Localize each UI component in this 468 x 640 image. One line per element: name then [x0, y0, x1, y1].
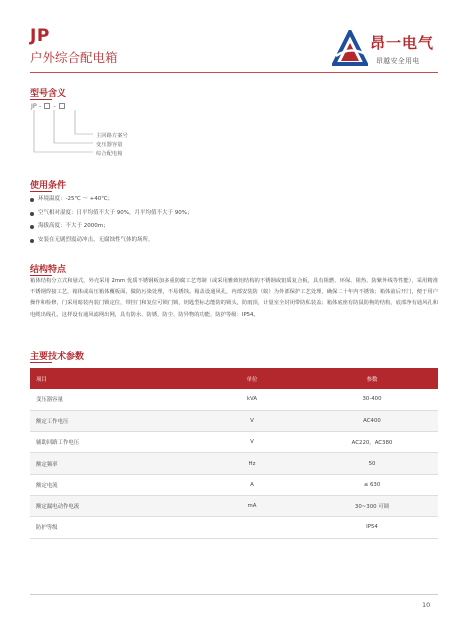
table-row — [30, 495, 438, 516]
table-cell: 额定电流 — [30, 474, 198, 495]
table-cell: 防护等级 — [30, 517, 198, 538]
list-item: 安装在无剧烈震动冲击、无腐蚀性气体的场所。 — [30, 234, 192, 248]
section-title-model: 型号含义 — [30, 89, 67, 99]
table-cell: 50 — [306, 453, 438, 474]
structure-paragraph: 箱体结构分立式和悬式，外壳采用 2mm 优质不锈钢板加多重防腐工艺弯制（或采用雅致铝结构的不锈钢或铝质复合板，具有阻燃、环保、阻热、防紫外线等性能），采用精准不锈钢焊接工艺，箱体或高压箱体覆板面，做防污染处理，不易锈蚀。箱盖设通风孔，内部安装防（蚁）为外部保护工艺处理，确保二十年内不锈蚀；箱体前后开门，便于用户操作和检修，门采用暗装内装门锁定位，带挂门和复位可锁门锁，钥匙型标志能防的锁头，防雨顶，计量室全封闭带防私装盖；箱体底座有防鼠防狗的结构，底部净有通风孔和电缆出线孔，这样设有通风滤网出网，具有防水、防锈、防尘、防异物的功能，防护等级：IP54。 — [30, 278, 438, 318]
column-header: 参数 — [306, 368, 438, 389]
table-row — [30, 453, 438, 474]
table-row — [30, 389, 438, 410]
table-cell: 辅助回路工作电压 — [30, 432, 198, 453]
page-number: 10 — [422, 601, 431, 609]
table-cell: ≤ 630 — [306, 474, 438, 495]
model-code-sep: - — [53, 102, 56, 110]
logo-name: 昂一电气 — [370, 34, 435, 52]
model-label-scheme: 主回路方案号 — [96, 133, 128, 139]
model-code-prefix: JP — [31, 102, 37, 110]
table-cell: A — [198, 474, 306, 495]
table-cell: 变压器容量 — [30, 389, 198, 410]
table-cell — [198, 517, 306, 538]
table-cell: Hz — [198, 453, 306, 474]
table-cell: AC400 — [306, 410, 438, 431]
model-leader-lines — [0, 0, 468, 160]
table-cell: 30~300 可调 — [306, 495, 438, 516]
table-cell: V — [198, 432, 306, 453]
page-title: JP — [30, 26, 50, 46]
section-title-structure: 结构特点 — [30, 265, 67, 275]
table-cell: IP54 — [306, 517, 438, 538]
table-header-row — [30, 368, 438, 389]
model-label-box: 综合配电箱 — [96, 151, 123, 157]
model-code-sep: - — [38, 102, 42, 110]
conditions-list — [30, 193, 192, 247]
column-header: 单位 — [198, 368, 306, 389]
table-cell: mA — [198, 495, 306, 516]
column-header: 项目 — [30, 368, 198, 389]
table-row — [30, 410, 438, 431]
params-table — [30, 368, 438, 539]
table-cell: 30-400 — [306, 389, 438, 410]
table-row — [30, 474, 438, 495]
footer-divider — [30, 594, 438, 595]
section-underline — [30, 362, 52, 363]
page-subtitle: 户外综合配电箱 — [30, 50, 118, 65]
table-cell: V — [198, 410, 306, 431]
table-cell: 额定工作电压 — [30, 410, 198, 431]
section-title-params: 主要技术参数 — [30, 352, 85, 362]
table-row — [30, 517, 438, 538]
logo-tagline: 昂越安全用电 — [376, 57, 420, 65]
table-row — [30, 432, 438, 453]
table-cell: AC220，AC380 — [306, 432, 438, 453]
table-cell: 额定漏电动作电流 — [30, 495, 198, 516]
list-item: 海拔高度：不大于 2000m； — [30, 220, 192, 234]
list-item: 环境温度：-25℃ ～ +40℃； — [30, 193, 192, 207]
section-title-conditions: 使用条件 — [30, 181, 67, 191]
list-item: 空气相对湿度：日平均值不大于 90%，月平均值不大于 90%； — [30, 207, 192, 221]
model-label-capacity: 变压器容量 — [96, 142, 123, 148]
table-cell: 额定频率 — [30, 453, 198, 474]
table-cell: kVA — [198, 389, 306, 410]
section-underline — [30, 191, 52, 192]
